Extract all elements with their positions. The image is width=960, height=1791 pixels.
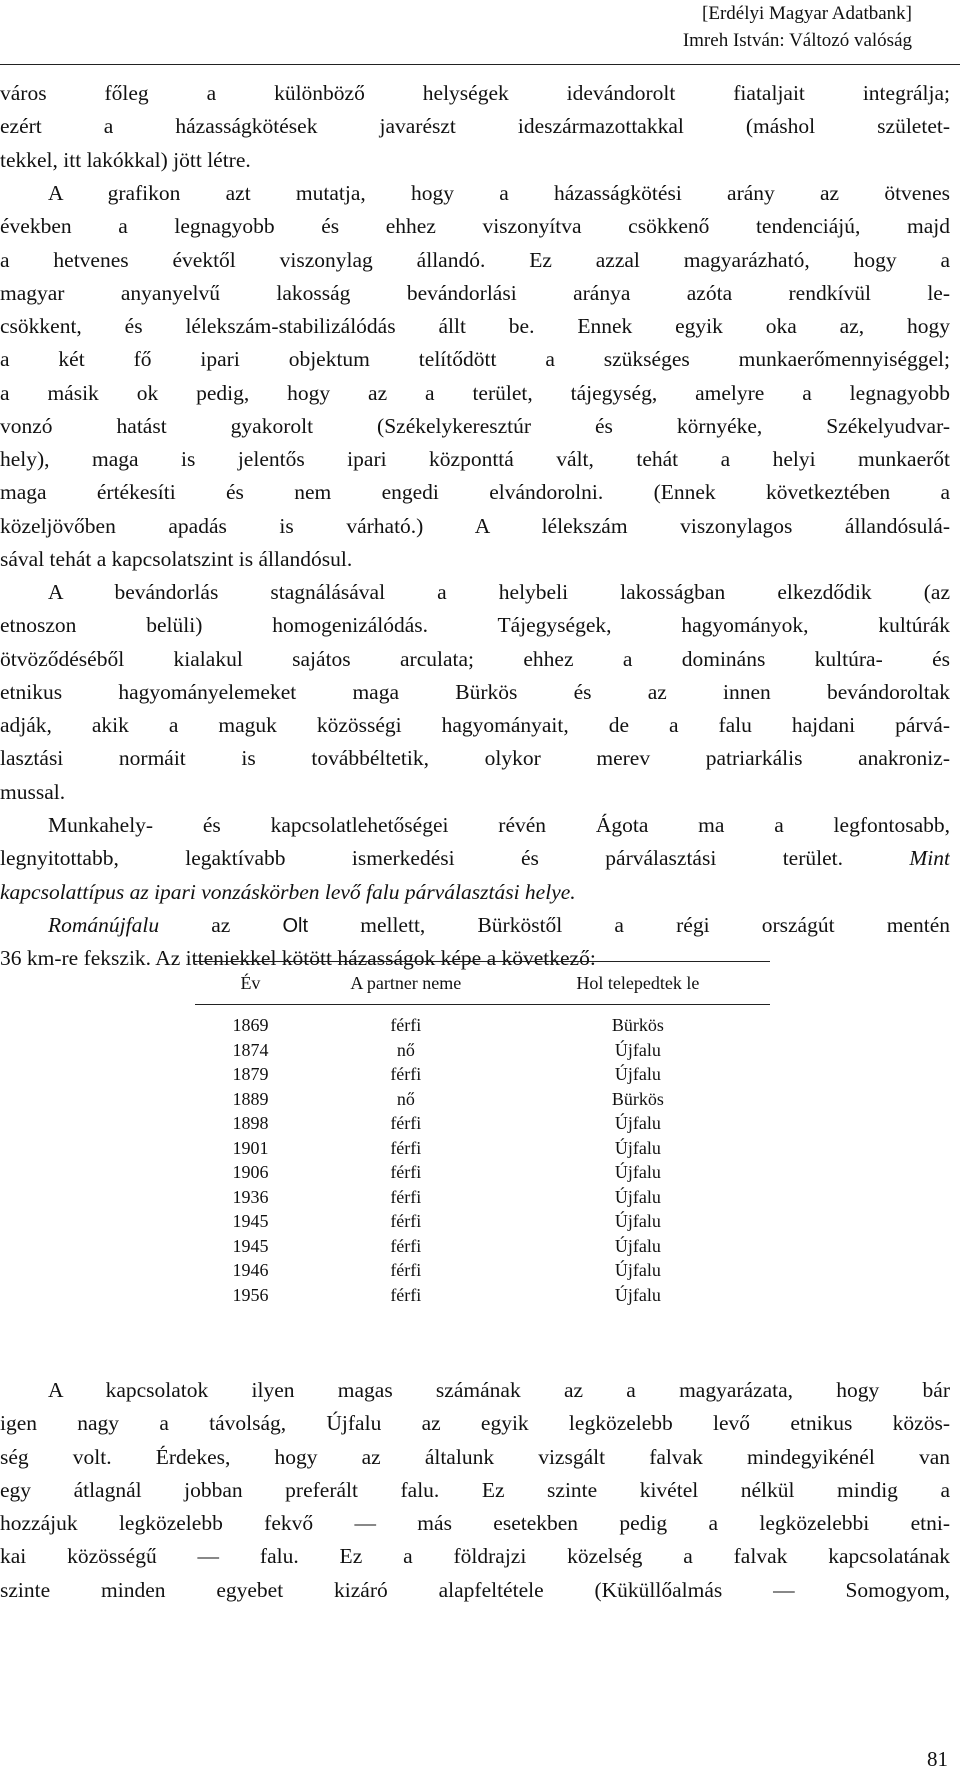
text-span: legnyitottabb, legaktívabb ismerkedési és párválasztási terület. — [0, 846, 843, 871]
cell-year: 1936 — [232, 1186, 269, 1207]
header-rule — [0, 64, 960, 65]
table-row — [195, 1062, 770, 1087]
table-row — [195, 1136, 770, 1161]
table-row — [195, 1209, 770, 1234]
table-row — [195, 1185, 770, 1210]
text-line: hely), maga is jelentős ipari központtá vált, tehát a helyi munkaerőt — [0, 447, 950, 471]
cell-partner-sex: férfi — [390, 1015, 422, 1035]
cell-settled: Bürkös — [611, 1015, 664, 1035]
cell-year: 1898 — [232, 1113, 269, 1133]
text-line: ség volt. Érdekes, hogy az általunk vizsgált falvak mindegyikénél van — [0, 1444, 950, 1469]
table-row — [195, 1111, 770, 1136]
cell-settled: Újfalu — [614, 1162, 661, 1182]
text-line: kai közösségű — falu. Ez a földrajzi közelség a falvak kapcsolatának — [0, 1544, 950, 1569]
text-line: magyar anyanyelvű lakosság bevándorlási aránya azóta rendkívül le- — [0, 280, 950, 305]
cell-settled: Újfalu — [614, 1284, 661, 1305]
text-line: A grafikon azt mutatja, hogy a házasságkötési arány az ötvenes — [48, 181, 950, 205]
text-line: igen nagy a távolság, Újfalu az egyik legközelebb levő etnikus közös- — [0, 1411, 950, 1436]
paragraph-2 — [0, 177, 950, 576]
text-line: tekkel, itt lakókkal) jött létre. — [0, 147, 251, 172]
header-title: Imreh István: Változó valóság — [682, 30, 912, 51]
cell-partner-sex: férfi — [390, 1137, 422, 1158]
place-name: Románújfalu — [48, 913, 160, 937]
cell-year: 1946 — [232, 1260, 269, 1280]
text-line: szinte minden egyebet kizáró alapfeltétele (Küküllőalmás — Somogyom, — [0, 1577, 950, 1602]
table-row — [195, 1005, 770, 1038]
text-line: hozzájuk legközelebb fekvő — más esetekben pedig a legközelebbi etni- — [0, 1511, 950, 1535]
cell-partner-sex: férfi — [390, 1162, 422, 1182]
italic-span: kapcsolattípus az ipari vonzáskörben levő falu párválasztási helye. — [0, 879, 576, 904]
table-row — [195, 1258, 770, 1283]
cell-partner-sex: nő — [396, 1039, 415, 1060]
text-line: adják, akik a maguk közösségi hagyományait, de a falu hajdani párvá- — [0, 713, 950, 737]
cell-partner-sex: férfi — [390, 1260, 422, 1280]
cell-settled: Újfalu — [614, 1260, 661, 1280]
text-line: években a legnagyobb és ehhez viszonyítva csökkenő tendenciájú, majd — [0, 214, 950, 239]
cell-partner-sex: nő — [396, 1088, 415, 1109]
column-header-settled: Hol telepedtek le — [506, 962, 770, 1005]
cell-year: 1869 — [232, 1015, 269, 1035]
cell-partner-sex: férfi — [390, 1064, 422, 1084]
text-line: vonzó hatást gyakorolt (Székelykeresztúr és környéke, Székelyudvar- — [0, 413, 950, 438]
table-row — [195, 1234, 770, 1259]
text-line: ötvöződéséből kialakul sajátos arculata; ehhez a domináns kultúra- és — [0, 646, 950, 671]
text-line: lasztási normáit is továbbéltetik, olykor merev patriarkális anakroniz- — [0, 746, 950, 771]
text-line: sával tehát a kapcsolatszint is állandósul. — [0, 546, 353, 571]
text-line: csökkent, és lélekszám-stabilizálódás állt be. Ennek egyik oka az, hogy — [0, 314, 950, 338]
marriage-table — [195, 961, 770, 1307]
text-line — [0, 842, 950, 875]
text-line: maga értékesíti és nem engedi elvándorolni. (Ennek következtében a — [0, 480, 950, 505]
cell-year: 1874 — [232, 1039, 269, 1060]
text-line: közeljövőben apadás is várható.) A lélekszám viszonylagos állandósulá- — [0, 513, 950, 538]
column-header-partner-sex: A partner neme — [306, 962, 506, 1005]
cell-partner-sex: férfi — [390, 1186, 422, 1207]
cell-year: 1901 — [232, 1137, 269, 1158]
cell-year: 1906 — [232, 1162, 269, 1182]
cell-settled: Újfalu — [614, 1186, 661, 1207]
table-row — [195, 1087, 770, 1112]
text-line: egy átlagnál jobban preferált falu. Ez szinte kivétel nélkül mindig a — [0, 1477, 950, 1502]
text-line: város főleg a különböző helységek idevándorolt fiataljait integrálja; — [0, 81, 950, 105]
cell-settled: Újfalu — [614, 1039, 661, 1060]
table-header-row — [195, 962, 770, 1005]
text-line: mussal. — [0, 779, 66, 804]
text-span: mellett, Bürköstől a régi országút mentén — [308, 913, 950, 937]
cell-settled: Újfalu — [614, 1137, 661, 1158]
cell-partner-sex: férfi — [390, 1235, 422, 1256]
column-header-year: Év — [195, 962, 306, 1005]
cell-year: 1945 — [232, 1235, 269, 1256]
text-line: Munkahely- és kapcsolatlehetőségei révén Ágota ma a legfontosabb, — [48, 813, 950, 837]
text-line: A bevándorlás stagnálásával a helybeli lakosságban elkezdődik (az — [48, 580, 950, 604]
text-line: 36 km-re fekszik. Az itteniekkel kötött házasságok képe a következő: — [0, 946, 596, 971]
text-line: etnikus hagyományelemeket maga Bürkös és az innen bevándoroltak — [0, 679, 950, 704]
cell-year: 1945 — [232, 1211, 269, 1231]
cell-settled: Újfalu — [614, 1235, 661, 1256]
cell-partner-sex: férfi — [390, 1211, 422, 1231]
cell-year: 1889 — [232, 1088, 269, 1109]
italic-span: Mint — [909, 846, 950, 871]
cell-settled: Újfalu — [614, 1064, 661, 1084]
page-header — [0, 0, 960, 54]
paragraph-1 — [0, 77, 950, 177]
table-row — [195, 1283, 770, 1308]
cell-settled: Bürkös — [611, 1088, 664, 1109]
text-line: A kapcsolatok ilyen magas számának az a magyarázata, hogy bár — [48, 1378, 950, 1402]
text-line: a hetvenes évektől viszonylag állandó. Ez azzal magyarázható, hogy a — [0, 247, 950, 272]
table-row — [195, 1160, 770, 1185]
cell-settled: Újfalu — [614, 1113, 661, 1133]
cell-settled: Újfalu — [614, 1211, 661, 1231]
cell-year: 1956 — [232, 1284, 269, 1305]
text-line — [0, 909, 950, 942]
table-body — [195, 1005, 770, 1308]
text-line: a két fő ipari objektum telítődött a szükséges munkaerőmennyiséggel; — [0, 347, 950, 372]
cell-year: 1879 — [232, 1064, 269, 1084]
text-line: etnoszon belüli) homogenizálódás. Tájegységek, hagyományok, kultúrák — [0, 613, 950, 638]
paragraph-6 — [0, 1374, 950, 1607]
river-name: Olt — [282, 915, 309, 937]
text-line: a másik ok pedig, hogy az a terület, tájegység, amelyre a legnagyobb — [0, 380, 950, 405]
cell-partner-sex: férfi — [390, 1284, 422, 1305]
page-number: 81 — [927, 1747, 948, 1771]
cell-partner-sex: férfi — [390, 1113, 422, 1133]
text-line: ezért a házasságkötések javarészt ideszármazottakkal (máshol születet- — [0, 114, 950, 139]
paragraph-3 — [0, 576, 950, 809]
text-span: az — [159, 913, 283, 937]
header-source: [Erdélyi Magyar Adatbank] — [702, 3, 912, 24]
table-row — [195, 1038, 770, 1063]
